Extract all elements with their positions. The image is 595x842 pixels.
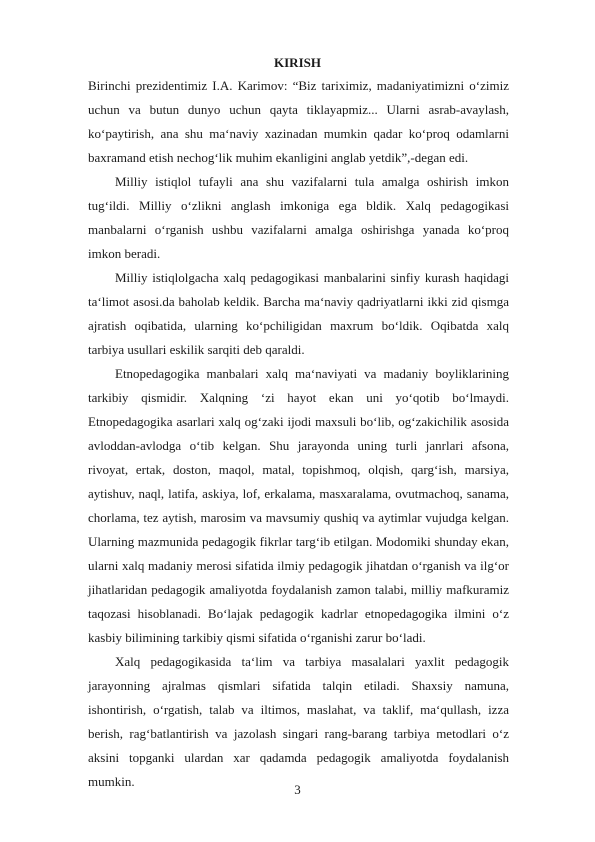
paragraph-3: Milliy istiqlolgacha xalq pedagogikasi manbalarini sinfiy kurash haqidagi ta‘limot asosi.da baholab keldik. Barcha ma‘naviy qadriyatlarni ikki zid qismga ajratish oqibatida, ularning ko‘pchiligidan maxrum bo‘ldik. Oqibatda xalq tarbiya usullari eskilik sarqiti deb qaraldi. bbox=[88, 270, 509, 357]
body-text bbox=[88, 74, 509, 794]
paragraph-1: Birinchi prezidentimiz I.A. Karimov: “Biz tariximiz, madaniyatimizni o‘zimiz uchun va butun dunyo uchun qayta tiklayapmiz... Ularni asrab-avaylash, ko‘paytirish, ana shu ma‘naviy xazinadan mumkin qadar ko‘proq odamlarni baxramand etish nechog‘lik muhim ekanligini anglab yetdik”,-degan edi. bbox=[88, 78, 509, 165]
page-title: KIRISH bbox=[274, 55, 321, 70]
paragraph-5: Xalq pedagogikasida ta‘lim va tarbiya masalalari yaxlit pedagogik jarayonning ajralmas qismlari sifatida talqin etiladi. Shaxsiy namuna, ishontirish, o‘rgatish, talab va iltimos, maslahat, va taklif, ma‘qullash, izza berish, rag‘batlantirish va jazolash singari rang-barang tarbiya metodlari o‘z aksini topganki ulardan xar qadamda pedagogik amaliyotda foydalanish mumkin. bbox=[88, 654, 509, 789]
page-number: 3 bbox=[294, 782, 301, 797]
paragraph-4: Etnopedagogika manbalari xalq ma‘naviyati va madaniy boyliklarining tarkibiy qismidir. Xalqning ‘zi hayot ekan uni yo‘qotib bo‘lmaydi. Etnopedagogika asarlari xalq og‘zaki ijodi maxsuli bo‘lib, og‘zakichilik asosida avloddan-avlodga o‘tib kelgan. Shu jarayonda uning turli janrlari afsona, rivoyat, ertak, doston, maqol, matal, topishmoq, olqish, qarg‘ish, marsiya, aytishuv, naql, latifa, askiya, lof, erkalama, masxaralama, ovutmachoq, sanama, chorlama, tez aytish, marosim va mavsumiy qushiq va aytimlar vujudga kelgan. Ularning mazmunida pedagogik fikrlar targ‘ib etilgan. Modomiki shunday ekan, ularni xalq madaniy merosi sifatida ilmiy pedagogik jihatdan o‘rganish va ilg‘or jihatlaridan pedagogik amaliyotda foydalanish zamon talabi, milliy mafkuramiz taqozasi hisoblanadi. Bo‘lajak pedagogik kadrlar etnopedagogika ilmini o‘z kasbiy bilimining tarkibiy qismi sifatida o‘rganishi zarur bo‘ladi. bbox=[88, 366, 509, 645]
paragraph-2: Milliy istiqlol tufayli ana shu vazifalarni tula amalga oshirish imkon tug‘ildi. Milliy o‘zlikni anglash imkoniga ega bldik. Xalq pedagogikasi manbalarni o‘rganish ushbu vazifalarni amalga oshirishga yanada ko‘proq imkon beradi. bbox=[88, 174, 509, 261]
